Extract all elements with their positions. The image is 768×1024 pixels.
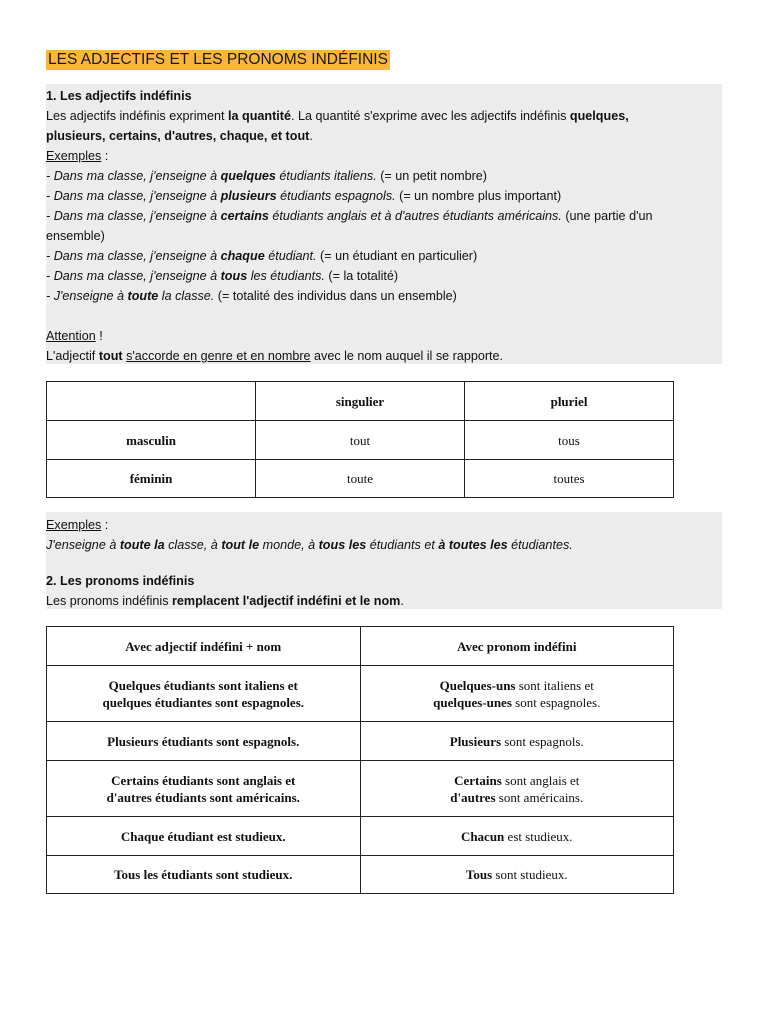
text: Tous	[465, 867, 493, 882]
text: étudiants espagnols.	[276, 189, 396, 203]
text: s'accorde en genre et en nombre	[126, 349, 311, 363]
text: J'enseigne à	[46, 538, 120, 552]
example-4	[46, 246, 477, 266]
text: tous les	[318, 538, 367, 552]
text: Quelques-uns	[439, 677, 516, 693]
row-header-feminine: féminin	[47, 460, 256, 498]
text: étudiant.	[264, 249, 317, 263]
text: est studieux.	[504, 828, 573, 844]
text: quelques étudiantes sont espagnoles.	[102, 694, 305, 710]
text: Attention	[46, 329, 96, 343]
table-row	[47, 666, 674, 722]
text: :	[101, 149, 109, 163]
table-cell: Plusieurs étudiants sont espagnols.	[47, 722, 361, 761]
table-row	[47, 817, 674, 856]
text: .	[400, 594, 404, 608]
examples-label	[46, 146, 108, 166]
section1-intro-line2	[46, 126, 313, 146]
text: avec le nom auquel il se rapporte.	[310, 349, 504, 363]
example-3	[46, 206, 652, 226]
agreement-rule	[46, 346, 503, 366]
text: certains	[220, 209, 269, 223]
text: (une partie d'un	[561, 209, 653, 223]
text: - Dans ma classe, j'enseigne à	[46, 189, 221, 203]
text: sont studieux.	[492, 867, 568, 882]
text: monde, à	[259, 538, 319, 552]
text: toute	[127, 289, 159, 303]
section1-intro-line1	[46, 106, 629, 126]
text: les étudiants.	[247, 269, 325, 283]
column-header-plural: pluriel	[465, 382, 674, 421]
table-row	[47, 460, 674, 498]
text: - Dans ma classe, j'enseigne à	[46, 209, 221, 223]
table-cell: toute	[256, 460, 465, 498]
text: - Dans ma classe, j'enseigne à	[46, 249, 221, 263]
text: Les pronoms indéfinis	[46, 594, 173, 608]
text: sont anglais et	[501, 772, 580, 788]
text: Exemples	[46, 149, 102, 163]
text: (= totalité des individus dans un ensemble)	[214, 289, 457, 303]
example-3-continued: ensemble)	[46, 229, 105, 243]
text: remplacent l'adjectif indéfini et le nom	[172, 594, 401, 608]
text: sont espagnoles.	[511, 694, 601, 710]
column-header-adjective: Avec adjectif indéfini + nom	[47, 627, 361, 666]
examples-label-2	[46, 515, 108, 535]
text: d'autres étudiants sont américains.	[106, 789, 300, 805]
example-2	[46, 186, 561, 206]
indefinite-pronouns-table	[46, 626, 674, 894]
table-cell	[47, 761, 361, 817]
table-cell	[360, 856, 674, 894]
table-cell: toutes	[465, 460, 674, 498]
text: sont espagnols.	[501, 733, 584, 749]
text: étudiantes.	[507, 538, 573, 552]
text: (= un étudiant en particulier)	[316, 249, 478, 263]
table-cell: tout	[256, 421, 465, 460]
table-row	[47, 761, 674, 817]
text: Quelques étudiants sont italiens et	[108, 677, 298, 693]
text: classe, à	[164, 538, 222, 552]
table-cell: Tous les étudiants sont studieux.	[47, 856, 361, 894]
text: (= un petit nombre)	[376, 169, 487, 183]
text: quelques,	[569, 109, 629, 123]
section1-heading: 1. Les adjectifs indéfinis	[46, 89, 192, 103]
text: plusieurs	[220, 189, 277, 203]
text: étudiants et	[366, 538, 439, 552]
attention-label	[46, 326, 103, 346]
table-cell	[360, 722, 674, 761]
text: Chacun	[460, 828, 505, 844]
example-1	[46, 166, 487, 186]
text: (= un nombre plus important)	[395, 189, 562, 203]
text: - Dans ma classe, j'enseigne à	[46, 269, 221, 283]
text: sont italiens et	[515, 677, 594, 693]
text: plusieurs, certains, d'autres, chaque, et tout	[46, 129, 310, 143]
text: .	[309, 129, 313, 143]
section2-intro	[46, 591, 404, 611]
text: quelques-unes	[433, 694, 512, 710]
table-cell	[360, 666, 674, 722]
table-cell	[360, 761, 674, 817]
text: Certains étudiants sont anglais et	[111, 772, 296, 788]
table-cell	[360, 817, 674, 856]
tout-example-sentence	[46, 535, 573, 555]
text: Exemples	[46, 518, 102, 532]
text: Les adjectifs indéfinis expriment	[46, 109, 229, 123]
text: la quantité	[228, 109, 291, 123]
text: :	[101, 518, 109, 532]
example-5	[46, 266, 398, 286]
table-cell	[47, 666, 361, 722]
text: d'autres	[450, 789, 496, 805]
text: L'adjectif	[46, 349, 99, 363]
table-cell: Chaque étudiant est studieux.	[47, 817, 361, 856]
example-6	[46, 286, 457, 306]
text: (= la totalité)	[324, 269, 399, 283]
table-header-row	[47, 382, 674, 421]
text: à toutes les	[438, 538, 508, 552]
text: !	[95, 329, 103, 343]
text: toute la	[119, 538, 165, 552]
text: tous	[220, 269, 248, 283]
table-cell	[47, 382, 256, 421]
table-row	[47, 722, 674, 761]
table-cell: tous	[465, 421, 674, 460]
text: tout	[98, 349, 123, 363]
text: la classe.	[158, 289, 215, 303]
text: - Dans ma classe, j'enseigne à	[46, 169, 221, 183]
text: tout le	[221, 538, 260, 552]
table-row	[47, 421, 674, 460]
text: étudiants italiens.	[275, 169, 377, 183]
text: Certains	[454, 772, 502, 788]
row-header-masculine: masculin	[47, 421, 256, 460]
text: - J'enseigne à	[46, 289, 128, 303]
text: étudiants anglais et à d'autres étudiants américains.	[268, 209, 562, 223]
table-header-row	[47, 627, 674, 666]
text: Plusieurs	[449, 733, 502, 749]
page-title: LES ADJECTIFS ET LES PRONOMS INDÉFINIS	[48, 51, 388, 68]
text: . La quantité s'exprime avec les adjectifs indéfinis	[291, 109, 570, 123]
column-header-singular: singulier	[256, 382, 465, 421]
section2-heading: 2. Les pronoms indéfinis	[46, 574, 195, 588]
table-row	[47, 856, 674, 894]
text: chaque	[220, 249, 265, 263]
text: sont américains.	[495, 789, 584, 805]
text: quelques	[220, 169, 276, 183]
tout-agreement-table	[46, 381, 674, 498]
column-header-pronoun: Avec pronom indéfini	[360, 627, 674, 666]
